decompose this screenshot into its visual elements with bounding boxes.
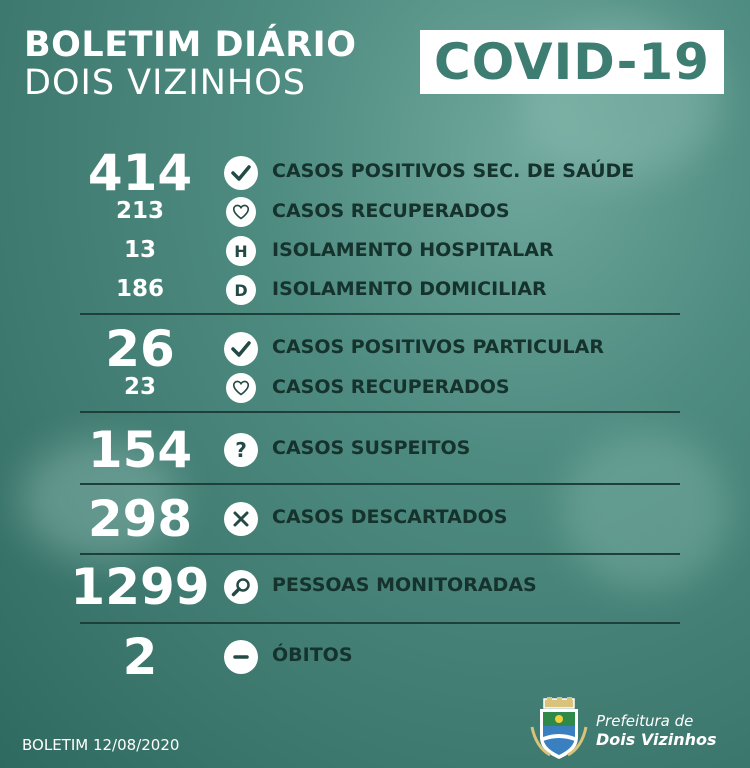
header-title (24, 26, 356, 102)
label-casos-suspeitos: CASOS SUSPEITOS (272, 437, 471, 459)
separator (80, 622, 680, 624)
prefeitura-line2: Dois Vizinhos (596, 730, 717, 749)
value-positivos-sec-saude: 414 (87, 144, 193, 202)
label-pessoas-monitoradas: PESSOAS MONITORADAS (272, 574, 537, 596)
h-letter-glyph: H (234, 241, 248, 261)
label-casos-descartados: CASOS DESCARTADOS (272, 506, 508, 528)
d-letter-icon (226, 275, 256, 305)
background-blob (560, 430, 730, 590)
value-recuperados-particular: 23 (123, 374, 156, 400)
city-crest-logo (530, 697, 588, 761)
covid-badge-text: COVID-19 (434, 33, 710, 91)
title-line2: DOIS VIZINHOS (24, 63, 306, 103)
value-casos-suspeitos: 154 (87, 421, 193, 479)
value-isolamento-hospitalar: 13 (123, 237, 156, 263)
check-icon (224, 156, 258, 190)
check-icon (224, 332, 258, 366)
prefeitura-line1: Prefeitura de (596, 712, 694, 730)
value-isolamento-domiciliar: 186 (115, 276, 164, 302)
boletim-date: BOLETIM 12/08/2020 (22, 736, 180, 754)
value-casos-descartados: 298 (87, 490, 193, 548)
heart-icon (226, 197, 256, 227)
minus-icon (224, 640, 258, 674)
magnifier-icon (224, 570, 258, 604)
value-obitos: 2 (122, 628, 158, 686)
separator (80, 553, 680, 555)
covid-badge (420, 30, 724, 94)
label-positivos-sec-saude: CASOS POSITIVOS SEC. DE SAÚDE (272, 160, 635, 182)
label-recuperados-particular: CASOS RECUPERADOS (272, 376, 510, 398)
value-recuperados-sec-saude: 213 (115, 198, 164, 224)
question-glyph: ? (235, 438, 247, 462)
separator (80, 411, 680, 413)
label-positivos-particular: CASOS POSITIVOS PARTICULAR (272, 336, 604, 358)
label-isolamento-hospitalar: ISOLAMENTO HOSPITALAR (272, 239, 554, 261)
question-icon (224, 433, 258, 467)
value-positivos-particular: 26 (105, 320, 175, 378)
label-isolamento-domiciliar: ISOLAMENTO DOMICILIAR (272, 278, 547, 300)
x-icon (224, 502, 258, 536)
value-pessoas-monitoradas: 1299 (70, 558, 210, 616)
label-recuperados-sec-saude: CASOS RECUPERADOS (272, 200, 510, 222)
prefeitura-signature (596, 712, 717, 750)
separator (80, 483, 680, 485)
label-obitos: ÓBITOS (272, 644, 353, 666)
h-letter-icon (226, 236, 256, 266)
title-line1: BOLETIM DIÁRIO (24, 25, 357, 65)
d-letter-glyph: D (234, 280, 248, 300)
heart-icon (226, 373, 256, 403)
separator (80, 313, 680, 315)
